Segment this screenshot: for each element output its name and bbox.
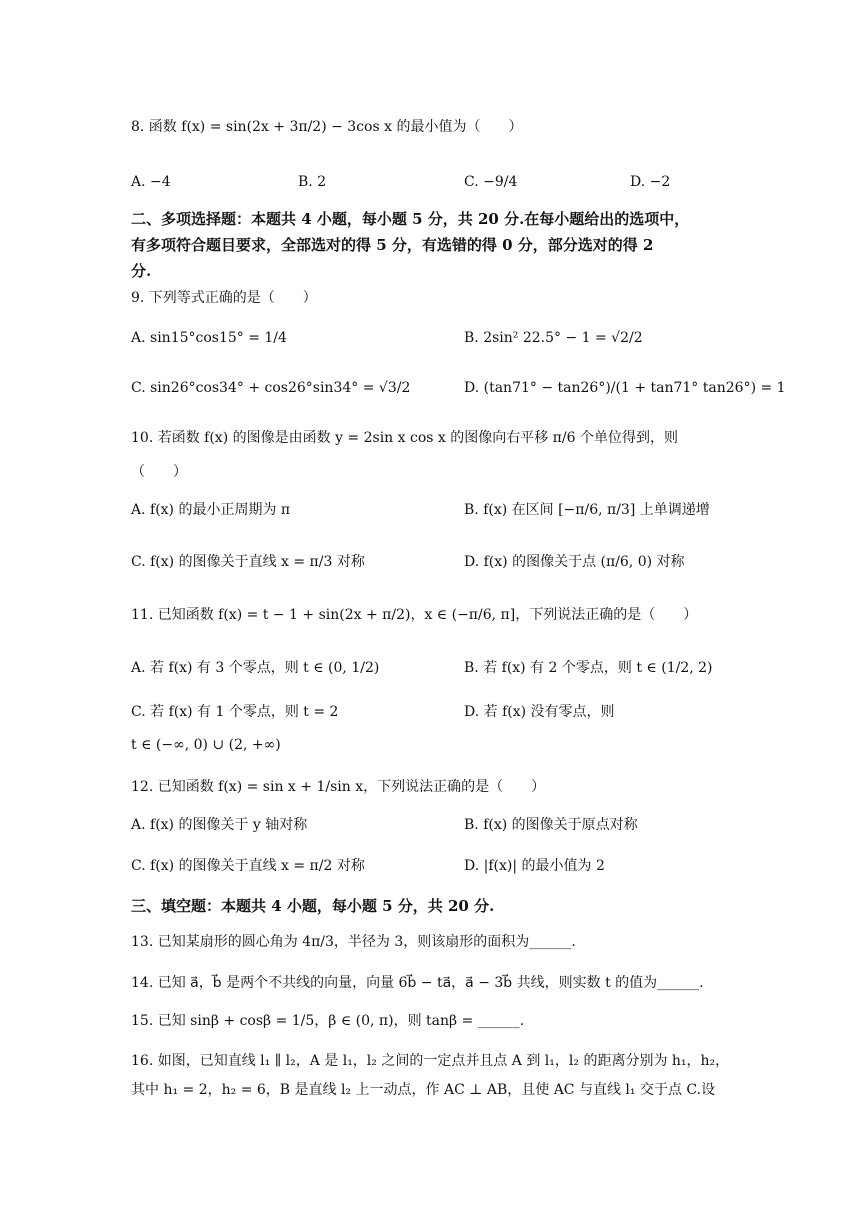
question-10-stem-cont: （ ） bbox=[131, 464, 187, 480]
question-9-option-c: C. sin26°cos34° + cos26°sin34° = √3/2 bbox=[131, 380, 411, 396]
section-2-heading-line-2: 有多项符合题目要求，全部选对的得 5 分，有选错的得 0 分，部分选对的得 2 bbox=[131, 236, 654, 254]
question-9-option-b: B. 2sin² 22.5° − 1 = √2/2 bbox=[464, 330, 643, 346]
question-16-line-1: 16. 如图，已知直线 l₁ ∥ l₂，A 是 l₁，l₂ 之间的一定点并且点 A 到 l₁，l₂ 的距离分别为 h₁，h₂， bbox=[131, 1053, 730, 1069]
question-10-option-d: D. f(x) 的图像关于点 (π/6, 0) 对称 bbox=[464, 554, 685, 570]
question-9-option-d: D. (tan71° − tan26°)/(1 + tan71° tan26°) = 1 bbox=[464, 380, 786, 396]
question-9-stem: 9. 下列等式正确的是（ ） bbox=[131, 290, 317, 306]
question-13: 13. 已知某扇形的圆心角为 4π/3，半径为 3，则该扇形的面积为______. bbox=[131, 934, 576, 950]
question-8-option-d: D. −2 bbox=[630, 174, 671, 190]
question-8-option-c: C. −9/4 bbox=[464, 174, 518, 190]
question-8-option-b: B. 2 bbox=[298, 174, 327, 190]
question-11-option-c: C. 若 f(x) 有 1 个零点，则 t = 2 bbox=[131, 704, 339, 720]
question-11-option-b: B. 若 f(x) 有 2 个零点，则 t ∈ (1/2, 2) bbox=[464, 660, 713, 676]
question-16-line-2: 其中 h₁ = 2，h₂ = 6，B 是直线 l₂ 上一动点，作 AC ⊥ AB，且使 AC 与直线 l₁ 交于点 C.设 bbox=[131, 1082, 716, 1098]
question-12-option-a: A. f(x) 的图像关于 y 轴对称 bbox=[131, 817, 308, 833]
question-8-option-a: A. −4 bbox=[131, 174, 171, 190]
question-11-option-a: A. 若 f(x) 有 3 个零点，则 t ∈ (0, 1/2) bbox=[131, 660, 380, 676]
section-3-heading: 三、填空题：本题共 4 小题，每小题 5 分，共 20 分. bbox=[131, 897, 495, 915]
question-14: 14. 已知 a⃗，b⃗ 是两个不共线的向量，向量 6b⃗ − ta⃗，a⃗ − 3b⃗ 共线，则实数 t 的值为______. bbox=[131, 975, 704, 991]
question-11-option-d-cont: t ∈ (−∞, 0) ∪ (2, +∞) bbox=[131, 737, 281, 753]
question-8-stem: 8. 函数 f(x) = sin(2x + 3π/2) − 3cos x 的最小值为（ ） bbox=[131, 119, 523, 135]
question-10-option-c: C. f(x) 的图像关于直线 x = π/3 对称 bbox=[131, 554, 365, 570]
question-11-stem: 11. 已知函数 f(x) = t − 1 + sin(2x + π/2)，x ∈ (−π/6, π]，下列说法正确的是（ ） bbox=[131, 607, 698, 623]
question-10-option-b: B. f(x) 在区间 [−π/6, π/3] 上单调递增 bbox=[464, 502, 710, 518]
question-11-option-d: D. 若 f(x) 没有零点，则 bbox=[464, 704, 615, 720]
question-12-option-b: B. f(x) 的图像关于原点对称 bbox=[464, 817, 638, 833]
question-9-option-a: A. sin15°cos15° = 1/4 bbox=[131, 330, 287, 346]
question-12-option-d: D. |f(x)| 的最小值为 2 bbox=[464, 858, 605, 874]
question-10-stem: 10. 若函数 f(x) 的图像是由函数 y = 2sin x cos x 的图像向右平移 π/6 个单位得到，则 bbox=[131, 430, 678, 446]
question-15: 15. 已知 sinβ + cosβ = 1/5，β ∈ (0, π)，则 tanβ = ______. bbox=[131, 1013, 525, 1029]
question-10-option-a: A. f(x) 的最小正周期为 π bbox=[131, 502, 291, 518]
section-2-heading-line-1: 二、多项选择题：本题共 4 小题，每小题 5 分，共 20 分.在每小题给出的选项中， bbox=[131, 210, 690, 228]
section-2-heading-line-3: 分. bbox=[131, 262, 152, 280]
question-12-stem: 12. 已知函数 f(x) = sin x + 1/sin x，下列说法正确的是（ ） bbox=[131, 779, 546, 795]
question-12-option-c: C. f(x) 的图像关于直线 x = π/2 对称 bbox=[131, 858, 365, 874]
